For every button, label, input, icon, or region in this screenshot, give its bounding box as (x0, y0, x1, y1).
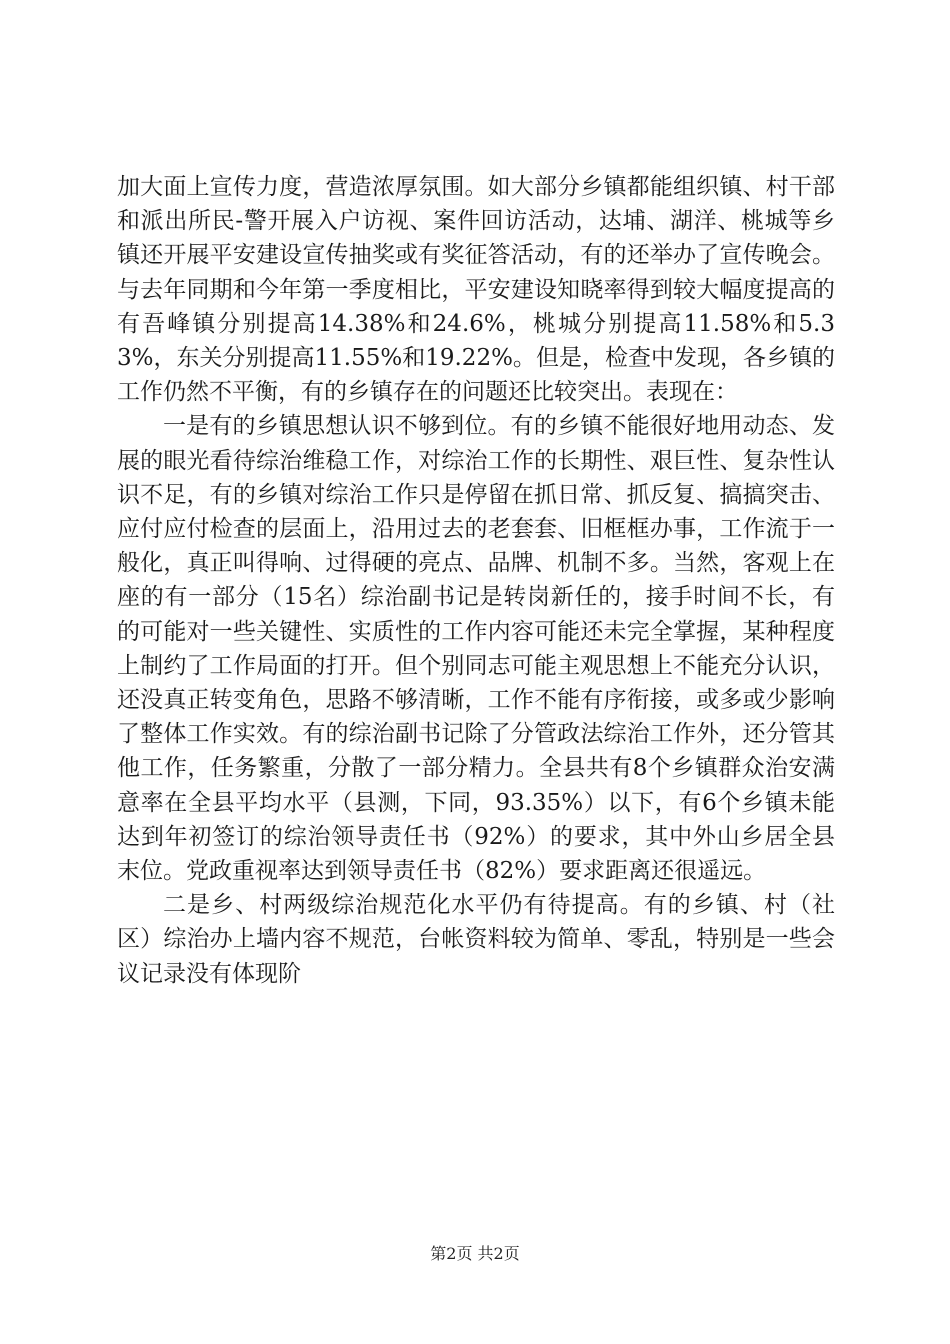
page-footer: 第2页 共2页 (430, 1244, 520, 1263)
paragraph-intro: 加大面上宣传力度，营造浓厚氛围。如大部分乡镇都能组织镇、村干部和派出所民-警开展入户访视、案件回访活动，达埔、湖洋、桃城等乡镇还开展平安建设宣传抽奖或有奖征答活动，有的还举办了宣传晚会。与去年同期和今年第一季度相比，平安建设知晓率得到较大幅度提高的有吾峰镇分别提高14.38%和24.6%，桃城分别提高11.58%和5.33%，东关分别提高11.55%和19.22%。但是，检查中发现，各乡镇的工作仍然不平衡，有的乡镇存在的问题还比较突出。表现在： (117, 174, 835, 406)
paragraph-point-two: 二是乡、村两级综治规范化水平仍有待提高。有的乡镇、村（社区）综治办上墙内容不规范，台帐资料较为简单、零乱，特别是一些会议记录没有体现阶 (117, 892, 835, 987)
document-body (117, 170, 835, 991)
paragraph-point-one: 一是有的乡镇思想认识不够到位。有的乡镇不能很好地用动态、发展的眼光看待综治维稳工作，对综治工作的长期性、艰巨性、复杂性认识不足，有的乡镇对综治工作只是停留在抓日常、抓反复、搞搞突击、应付应付检查的层面上，沿用过去的老套套、旧框框办事，工作流于一般化，真正叫得响、过得硬的亮点、品牌、机制不多。当然，客观上在座的有一部分（15名）综治副书记是转岗新任的，接手时间不长，有的可能对一些关键性、实质性的工作内容可能还未完全掌握，某种程度上制约了工作局面的打开。但个别同志可能主观思想上不能充分认识，还没真正转变角色，思路不够清晰，工作不能有序衔接，或多或少影响了整体工作实效。有的综治副书记除了分管政法综治工作外，还分管其他工作，任务繁重，分散了一部分精力。全县共有8个乡镇群众治安满意率在全县平均水平（县测，下同，93.35%）以下，有6个乡镇未能达到年初签订的综治领导责任书（92%）的要求，其中外山乡居全县末位。党政重视率达到领导责任书（82%）要求距离还很遥远。 (117, 413, 835, 885)
